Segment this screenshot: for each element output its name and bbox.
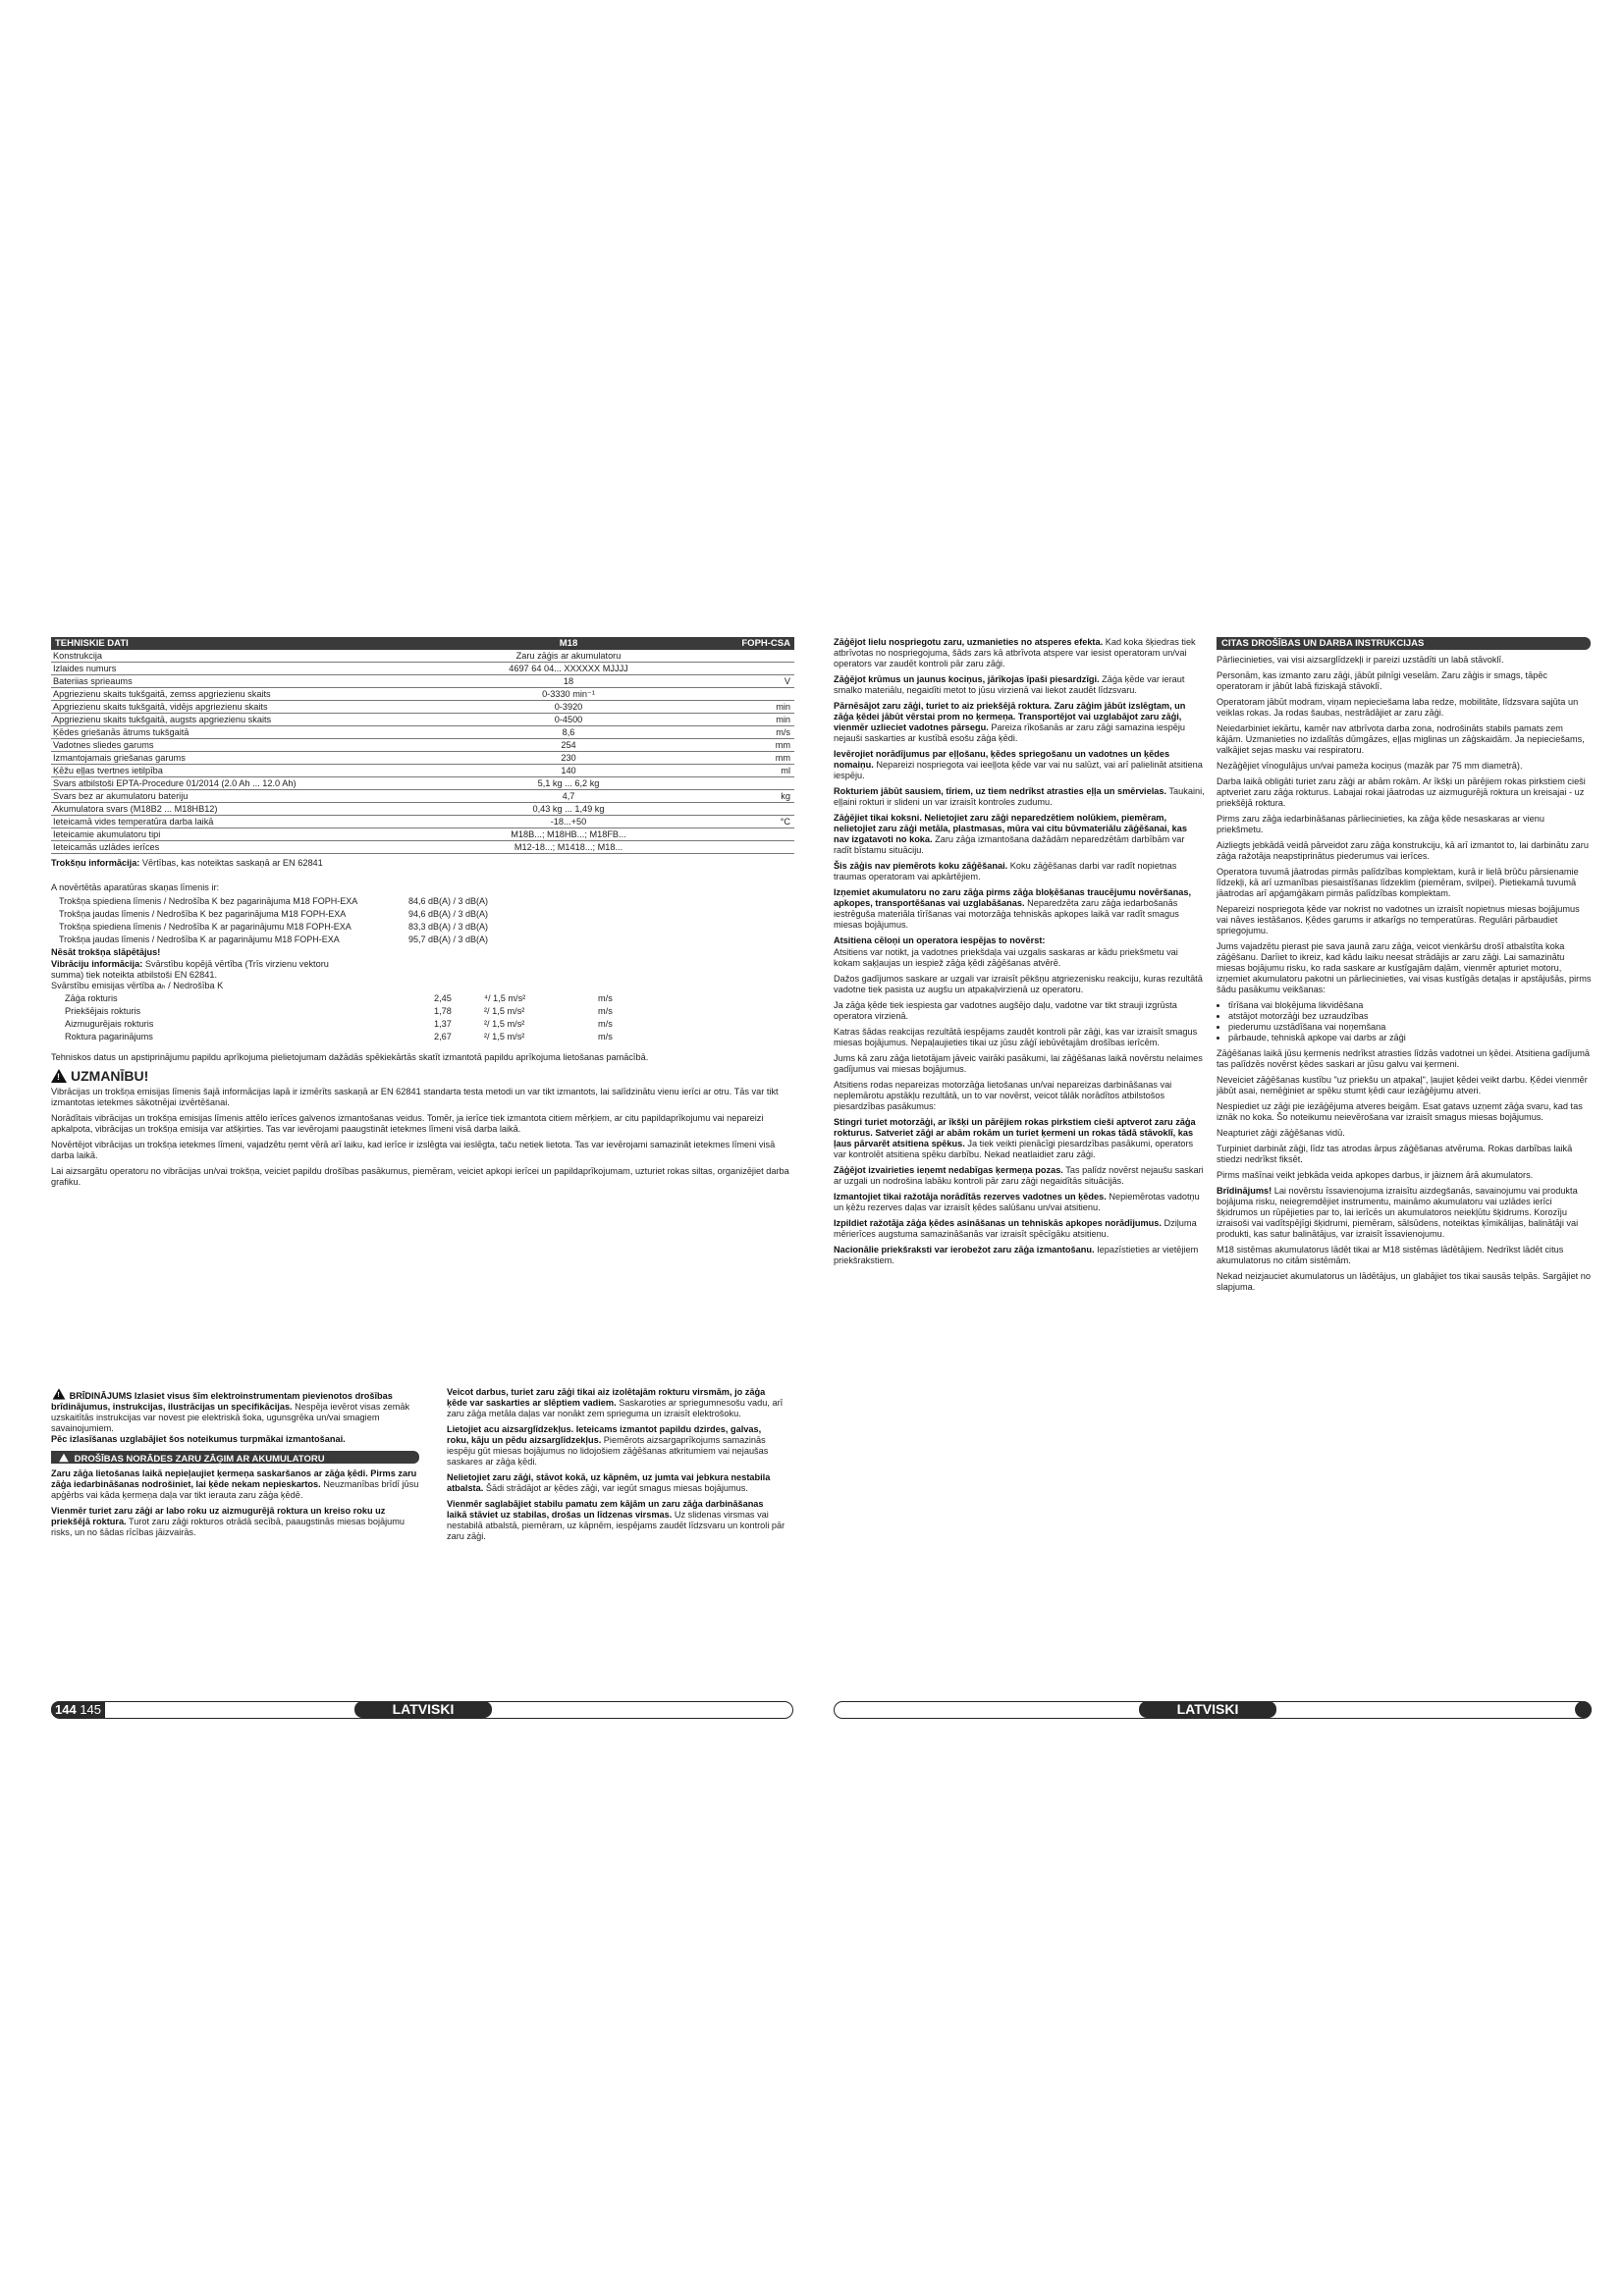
instruction-text: Dziļuma mērierīces augstuma samazināšanās var izraisīt spēcīgāku atsitienu. bbox=[834, 1218, 1197, 1239]
spec-unit: V bbox=[646, 675, 794, 688]
safety-paragraph: Ja zāģa ķēde tiek iespiesta gar vadotnes augšējo daļu, vadotne var tikt strauji izgrūsta operatora virzienā. bbox=[834, 1000, 1177, 1021]
caution-paragraph: Vibrācijas un trokšņa emisijas līmenis šajā informācijas lapā ir izmērīts saskaņā ar EN 62841 standarta testa metodi un var tikt izmantots, lai salīdzinātu vienu ierīci ar otru. Tās var tikt izmantotas ietekmes sākotnējai izvērtēšanai. bbox=[51, 1087, 779, 1107]
accessories-note: Tehniskos datus un apstiprinājumu papildu aprīkojuma pielietojumam dažādās spēkiekārtās skatīt izmantotā papildu aprīkojuma lietošanas pamācībā. bbox=[51, 1052, 649, 1062]
noise-value: 94,6 dB(A) / 3 dB(A) bbox=[408, 909, 489, 919]
safety-instruction bbox=[1217, 1186, 1592, 1240]
chainsaw-safety-title: DROŠĪBAS NORĀDES ZARU ZĀĢIM AR AKUMULATORU bbox=[74, 1454, 325, 1465]
warning-lead: BRĪDINĀJUMS bbox=[69, 1391, 133, 1401]
spec-value: 0-3920 bbox=[491, 701, 646, 714]
spec-value: 4,7 bbox=[491, 790, 646, 803]
noise-label: Trokšņa jaudas līmenis / Nedrošība K bez pagarinājuma M18 FOPH-EXA bbox=[59, 909, 347, 919]
vib-uncert: ²/ 1,5 m/s² bbox=[484, 1019, 525, 1029]
vib-value: 2,45 bbox=[434, 993, 452, 1003]
spec-value: 0-3330 min⁻¹ bbox=[491, 688, 646, 701]
general-warning bbox=[51, 1387, 422, 1445]
right-col-a-list bbox=[834, 637, 1205, 931]
noise-label: Trokšņa spiediena līmenis / Nedrošība K bez pagarinājuma M18 FOPH-EXA bbox=[59, 896, 358, 906]
noise-value: 95,7 dB(A) / 3 dB(A) bbox=[408, 934, 489, 944]
instruction-text: Ja tiek veikti pienācīgi piesardzības pasākumi, operators var kontrolēt atsitiena spēku darbību. Nekad neatlaidiet zaru zāģi. bbox=[834, 1139, 1194, 1159]
vib-unit: m/s bbox=[598, 1019, 613, 1029]
spec-label: Apgriezienu skaits tukšgaitā, vidējs apgriezienu skaits bbox=[51, 701, 491, 714]
spec-header-model: M18 bbox=[491, 637, 646, 650]
noise-value: 84,6 dB(A) / 3 dB(A) bbox=[408, 896, 489, 906]
warning-triangle-icon: ! bbox=[53, 1388, 66, 1399]
spec-row bbox=[51, 841, 794, 854]
language-label-right: LATVISKI bbox=[1139, 1701, 1276, 1718]
safety-instruction bbox=[51, 1506, 422, 1538]
spec-row bbox=[51, 675, 794, 688]
safety-instruction bbox=[834, 1245, 1205, 1266]
safety-paragraph: Jums vajadzētu pierast pie sava jaunā zaru zāģa, veicot vienkāršu drošī atbalstīta koka zāģēšanu. Darīiet to ikreiz, kad kādu laiku neesat strādājis ar zaru zāģi. Lai samazinātu miesas bojājumu risku, ko rada saskare ar kustīgajām daļām, vienmēr apturiet motoru, izņemiet akumulatoru pakotni un pārliecinieties, vai visas kustīgās detaļas ir apstājušās, pirms šādu pasākumu veikšanas: bbox=[1217, 941, 1592, 994]
spec-row bbox=[51, 714, 794, 726]
instruction-bold: Brīdinājums! bbox=[1217, 1186, 1272, 1196]
instruction-bold: Zāģējot krūmus un jaunus kociņus, jārīkojas īpaši piesardzīgi. bbox=[834, 674, 1100, 684]
language-label-left: LATVISKI bbox=[354, 1701, 492, 1718]
spec-label: Apgriezienu skaits tukšgaitā, zemss apgriezienu skaits bbox=[51, 688, 491, 701]
vib-uncert: ⁴/ 1,5 m/s² bbox=[484, 993, 526, 1003]
instruction-bold: Šis zāģis nav piemērots koku zāģēšanai. bbox=[834, 861, 1008, 871]
safety-paragraph: Dažos gadījumos saskare ar uzgali var izraisīt pēkšņu atgriezenisku reakciju, kuras rezultātā vadotne tiek pasista uz augšu un atpakaļvirzienā uz operatoru. bbox=[834, 974, 1203, 994]
vib-row bbox=[53, 1032, 638, 1042]
safety-paragraph: Operatoram jābūt modram, viņam nepieciešama laba redze, mobilitāte, līdzsvara sajūta un veiklas rokas. Ja rodas šaubas, nestrādājiet ar zaru zāģi. bbox=[1217, 697, 1579, 718]
noise-row bbox=[53, 909, 490, 920]
spec-label: Konstrukcija bbox=[51, 650, 491, 663]
caution-paragraph: Lai aizsargātu operatoru no vibrācijas un/vai trokšņa, veiciet papildu drošības pasākumus, piemēram, veiciet apkopi ierīcei un papildaprīkojumam, uzturiet rokas siltas, organizējiet darba grafiku. bbox=[51, 1166, 789, 1187]
noise-title-rest: Vērtības, kas noteiktas saskaņā ar EN 62841 bbox=[139, 858, 323, 868]
instruction-bold: Zaru zāģa lietošanas laikā nepieļaujiet ķermeņa saskaršanos ar zāģa ķēdi. Pirms zaru zāģa iedarbināšanas nodrošiniet, lai ķēde nekam nepieskartos. bbox=[51, 1468, 417, 1489]
safety-paragraph: Pārliecinieties, vai visi aizsarglīdzekļi ir pareizi uzstādīti un labā stāvoklī. bbox=[1217, 655, 1504, 665]
spec-label: Ķēdes griešanās ātrums tukšgaitā bbox=[51, 726, 491, 739]
page-number-145-wrap bbox=[77, 1702, 101, 1717]
instruction-bold: Nacionālie priekšraksti var ierobežot zaru zāģa izmantošanu. bbox=[834, 1245, 1095, 1255]
noise-intro: A novērtētās aparatūras skaņas līmenis ir: bbox=[51, 882, 220, 892]
spec-row bbox=[51, 701, 794, 714]
spec-value: 254 bbox=[491, 739, 646, 752]
vib-unit: m/s bbox=[598, 1032, 613, 1041]
spec-label: Apgriezienu skaits tukšgaitā, augsts apgriezienu skaits bbox=[51, 714, 491, 726]
warning-text: Izlasiet visus šīm elektroinstrumentam pievienotos drošības brīdinājumus, instrukcijas, ilustrācijas un specifikācijas. bbox=[51, 1391, 393, 1412]
safety-instruction bbox=[834, 887, 1205, 931]
safety-paragraph: Pirms zaru zāģa iedarbināšanas pārliecinieties, ka zāģa ķēde nesaskaras ar vienu priekšmetu. bbox=[1217, 814, 1544, 834]
safety-paragraph: Darba laikā obligāti turiet zaru zāģi ar abām rokām. Ar īkšķi un pārējiem rokas pirkstiem cieši aptveriet zaru zāģa rokturus. Labajai rokai jāatrodas uz aizmugurējā roktura un kreisajai - uz priekšējā roktura. bbox=[1217, 776, 1586, 808]
vib-row bbox=[53, 1019, 638, 1030]
safety-paragraph: Neapturiet zāģi zāģēšanas vidū. bbox=[1217, 1128, 1345, 1138]
instruction-bold: Lietojiet acu aizsarglīdzekļus. Ieteicams izmantot papildu dzirdes, galvas, roku, kāju un pēdu aizsarglīdzekļus. bbox=[447, 1424, 762, 1445]
safety-paragraph: Nepareizi nospriegota ķēde var nokrist no vadotnes un izraisīt nopietnus miesas bojājumus vai nāves iestāšanos. Ķēdes garums ir atkarīgs no temperatūras. Regulāri pārbaudiet spriegojumu. bbox=[1217, 904, 1580, 935]
vib-intro bbox=[51, 959, 346, 981]
instruction-text: Nepiemērotas vadotņu un ķēžu rezerves daļas var izraisīt ķēdes salūšanu un/vai atsitienu. bbox=[834, 1192, 1200, 1212]
spec-unit bbox=[646, 828, 794, 841]
caution-heading bbox=[51, 1069, 794, 1083]
instruction-bold: Rokturiem jābūt sausiem, tīriem, uz tiem nedrīkst atrasties eļļa un smērvielas. bbox=[834, 786, 1167, 796]
instruction-text: Iepazīstieties ar vietējiem priekšrakstiem. bbox=[834, 1245, 1199, 1265]
vib-label: Zāģa rokturis bbox=[65, 993, 118, 1003]
safety-instruction bbox=[834, 813, 1205, 856]
spec-row bbox=[51, 803, 794, 816]
safety-paragraph: Atsitiens rodas nepareizas motorzāģa lietošanas un/vai nepareizas darbināšanas vai neplemārotu apstākļu rezultātā, un to var novērst, veicot tālāk norādītos atbilstošos piesardzības pasākumus: bbox=[834, 1080, 1172, 1111]
safety-instruction bbox=[834, 1218, 1205, 1240]
page-number-145: 145 bbox=[80, 1702, 102, 1717]
safety-paragraph: Neveiciet zāģēšanas kustību "uz priekšu un atpakaļ", ļaujiet ķēdei veikt darbu. Ķēdei vienmēr jābūt asai, nemēģiniet ar spēku stumt ķēdi caur iezāģējumu atveri. bbox=[1217, 1075, 1588, 1095]
noise-label: Trokšņa jaudas līmenis / Nedrošība K ar pagarinājumu M18 FOPH-EXA bbox=[59, 934, 340, 944]
other-safety-heading: CITAS DROŠĪBAS UN DARBA INSTRUKCIJAS bbox=[1217, 637, 1591, 650]
safety-paragraph: Nezāģējiet vīnogulājus un/vai pameža kociņus (mazāk par 75 mm diametrā). bbox=[1217, 761, 1523, 771]
kickback-heading bbox=[834, 935, 1205, 946]
chainsaw-safety-heading bbox=[51, 1451, 419, 1464]
vib-sub: Svārstību emisijas vērtība aₕ / Nedrošība K bbox=[51, 981, 224, 990]
safety-paragraph: M18 sistēmas akumulatorus lādēt tikai ar M18 sistēmas lādētājiem. Nedrīkst lādēt citus akumulatorus no citām sistēmām. bbox=[1217, 1245, 1564, 1265]
instruction-bold: Zāģējot izvairieties ieņemt nedabīgas ķermeņa pozas. bbox=[834, 1165, 1063, 1175]
spec-unit: kg bbox=[646, 790, 794, 803]
instruction-text: Koku zāģēšanas darbi var radīt nopietnas traumas operatoram vai apkārtējiem. bbox=[834, 861, 1177, 881]
instruction-text: Saskaroties ar spriegumnesošu vadu, arī zaru zāģa metāla daļas var nonākt zem sprieguma un izraisīt elektrošoku. bbox=[447, 1398, 784, 1418]
safety-paragraph: Aizliegts jebkādā veidā pārveidot zaru zāģa konstrukciju, kā arī izmantot to, lai darbinātu zaru zāģa ražotāja neapstiprinātus piederumus vai ierīces. bbox=[1217, 840, 1589, 861]
instruction-bold: Nelietojiet zaru zāģi, stāvot kokā, uz kāpnēm, uz jumta vai jebkura nestabila atbalsta. bbox=[447, 1472, 771, 1493]
instruction-bold: Zāģējot lielu nospriegotu zaru, uzmanieties no atsperes efekta. bbox=[834, 637, 1104, 647]
right-col-a2-list bbox=[834, 947, 1205, 1112]
vib-unit: m/s bbox=[598, 993, 613, 1003]
right-col-a3-list bbox=[834, 1117, 1205, 1266]
spec-value: -18...+50 bbox=[491, 816, 646, 828]
spec-value: 0-4500 bbox=[491, 714, 646, 726]
vib-label: Priekšējais rokturis bbox=[65, 1006, 141, 1016]
vib-label: Roktura pagarinājums bbox=[65, 1032, 153, 1041]
safety-paragraph: Operatora tuvumā jāatrodas pirmās palīdzības komplektam, kurā ir lielā brūču pārsienamie līdzekļi, kā arī uzmanības piesaistīšanas līdzeklim (piemēram, svilpei). Pietiekamā tuvumā jāatrodas arī apģamģākam pirmās palīdzības komplektam. bbox=[1217, 867, 1579, 898]
safety-paragraph: Personām, kas izmanto zaru zāģi, jābūt pilnīgi veselām. Zaru zāģis ir smags, tāpēc operatoram ir jābūt labā fiziskajā stāvoklī. bbox=[1217, 670, 1548, 691]
right-page bbox=[812, 0, 1624, 2296]
spec-unit: m/s bbox=[646, 726, 794, 739]
caution-body bbox=[51, 1087, 794, 1188]
instruction-text: Zaru zāģa izmantošana dažādām neparedzētām darbībām var radīt bīstamu situāciju. bbox=[834, 834, 1185, 855]
safety-paragraph: Nekad neizjauciet akumulatorus un lādētājus, un glabājiet tos tikai sausās telpās. Sargājiet no slapjuma. bbox=[1217, 1271, 1591, 1292]
instruction-bold: Veicot darbus, turiet zaru zāģi tikai aiz izolētajām rokturu virsmām, jo zāģa ķēde var saskarties ar slēptiem vadiem. bbox=[447, 1387, 766, 1408]
noise-wear-text: Nēsāt trokšņa slāpētājus! bbox=[51, 947, 161, 957]
spec-label: Svars atbilstoši EPTA-Procedure 01/2014 (2.0 Ah ... 12.0 Ah) bbox=[51, 777, 491, 790]
spec-value: 5,1 kg ... 6,2 kg bbox=[491, 777, 646, 790]
instruction-text: Tas palīdz novērst nejaušu saskari ar uzgali un nodrošina labāku kontroli pār zaru zāģi negaidītās situācijās. bbox=[834, 1165, 1204, 1186]
spec-value: 230 bbox=[491, 752, 646, 765]
instruction-text: Piemērots aizsargaprīkojums samazinās iespēju gūt miesas bojājumus no lidojošiem zāģēšanas atkritumiem vai nejaušas saskares ar zāģa ķēdi. bbox=[447, 1435, 769, 1467]
caution-paragraph: Novērtējot vibrācijas un trokšņa ietekmes līmeni, vajadzētu ņemt vērā arī laiku, kad ierīce ir izslēgta vai ieslēgta, taču netiek lietota. Tas var ievērojami samazināt ietekmes līmeni visā darba laikā. bbox=[51, 1140, 776, 1160]
safety-paragraph: Jums kā zaru zāģa lietotājam jāveic vairāki pasākumi, lai zāģēšanas laikā novērstu nelaimes gadījumus vai miesas bojājumus. bbox=[834, 1053, 1203, 1074]
safety-instruction bbox=[447, 1499, 785, 1542]
caution-title: UZMANĪBU! bbox=[71, 1067, 149, 1084]
spec-unit: ml bbox=[646, 765, 794, 777]
instruction-text: Lai novērstu īssavienojuma izraisītu aizdegšanās, savainojumu vai produkta bojājuma risku, neiegremdējiet instrumentu, maināmo akumulatoru vai uzlādes ierīci šķidrumos un rūpējieties par to, lai ierīcēs un akumulatoros neiekļūtu šķidrums. Korozīju izraisoši vai vadītspējīgi šķidrumi, piemēram, sālsūdens, noteiktas ķīmikālijas, balinātāji vai produkti, kas satur balinātājus, var izraisīt īssavienojumu. bbox=[1217, 1186, 1579, 1239]
bullet-item: • piederumu uzstādīšana vai noņemšana bbox=[1228, 1022, 1592, 1033]
noise-value: 83,3 dB(A) / 3 dB(A) bbox=[408, 922, 489, 932]
spec-unit bbox=[646, 663, 794, 675]
vib-row bbox=[53, 1006, 638, 1017]
right-subcol-b bbox=[1217, 637, 1592, 1298]
noise-row bbox=[53, 934, 490, 945]
vib-uncert: ²/ 1,5 m/s² bbox=[484, 1032, 525, 1041]
spec-row bbox=[51, 726, 794, 739]
spec-row bbox=[51, 828, 794, 841]
instruction-text: Pareiza rīkošanās ar zaru zāģi samazina iespēju nejauši saskarties ar kustībā esošu zāģa ķēdi. bbox=[834, 722, 1185, 743]
safety-instruction bbox=[834, 1117, 1205, 1160]
spec-header-title: TEHNISKIE DATI bbox=[51, 637, 491, 650]
instruction-text: Neparedzēta zaru zāģa iedarbošanās iestrēguša materiāla tīrīšanas vai motorzāģa tehniskās apkopes laikā var radīt smagus miesas bojājumus. bbox=[834, 898, 1179, 930]
vib-intro-rest: Svārstību kopējā vērtība (Trīs virzienu vektoru summa) tiek noteikta atbilstoši EN 62841. bbox=[51, 959, 329, 980]
vib-uncert: ²/ 1,5 m/s² bbox=[484, 1006, 525, 1016]
instruction-text: Nepareizi nospriegota vai ieeļļota ķēde var vai nu salūzt, vai arī palielināt atsitiena iespēju. bbox=[834, 760, 1203, 780]
bullet-item: • atstājot motorzāģi bez uzraudzības bbox=[1228, 1011, 1592, 1022]
instruction-bold: Izpildiet ražotāja zāģa ķēdes asināšanas un tehniskās apkopes norādījumus. bbox=[834, 1218, 1162, 1228]
spec-label: Ieteicamie akumulatoru tipi bbox=[51, 828, 491, 841]
spec-unit: mm bbox=[646, 752, 794, 765]
right-col-b-bullets bbox=[1217, 1000, 1592, 1043]
spec-label: Bateriias sprieaums bbox=[51, 675, 491, 688]
left-footer-bar bbox=[51, 1701, 793, 1719]
spec-label: Izmantojamais griešanas garums bbox=[51, 752, 491, 765]
safety-instruction bbox=[834, 861, 1205, 882]
spec-unit: min bbox=[646, 714, 794, 726]
instruction-bold: Zāģējiet tikai koksni. Nelietojiet zaru zāģi neparedzētiem nolūkiem, piemēram, nelietojiet zaru zāģi metāla, plastmasas, mūra vai citu būvmateriālu zāģēšanai, kas nav izgatavoti no koka. bbox=[834, 813, 1187, 844]
vib-label: Aizmugurējais rokturis bbox=[65, 1019, 154, 1029]
spec-row bbox=[51, 777, 794, 790]
safety-paragraph: Turpiniet darbināt zāģi, līdz tas atrodas ārpus zāģēšanas atvēruma. Rokas darbības laikā stiedzi nedrīkst fiksēt. bbox=[1217, 1144, 1573, 1164]
vib-title: Vibrāciju informācija: bbox=[51, 959, 143, 969]
spec-label: Svars bez ar akumulatoru bateriju bbox=[51, 790, 491, 803]
instruction-bold: Stingri turiet motorzāģi, ar īkšķi un pārējiem rokas pirkstiem cieši aptverot zaru zāģa rokturus. Satveriet zāģi ar abām rokām un turiet ķermeni un rokas tādā stāvoklī, kas ļaus pārvarēt atsitiena spēkus. bbox=[834, 1117, 1196, 1148]
spec-unit: °C bbox=[646, 816, 794, 828]
safety-instruction bbox=[834, 637, 1205, 669]
right-col-b2-list bbox=[1217, 1048, 1592, 1181]
safety-paragraph: Atsitiens var notikt, ja vadotnes priekšdaļa vai uzgalis saskaras ar kādu priekšmetu vai kokam saķļaujas un iespiež zāģa ķēdi zāģēšanas atvērē. bbox=[834, 947, 1178, 968]
warning-keep: Pēc izlasīšanas uzglabājiet šos noteikumus turpmākai izmantošanai. bbox=[51, 1434, 346, 1444]
safety-instruction bbox=[447, 1424, 785, 1468]
warning-text2: Nespēja ievērot visas zemāk uzskaitītās instrukcijas var novest pie elektriskā šoka, ugunsgrēka un/vai smagiem savainojumiem. bbox=[51, 1402, 410, 1433]
spec-label: Akumulatora svars (M18B2 ... M18HB12) bbox=[51, 803, 491, 816]
spec-table-header bbox=[51, 637, 794, 650]
instruction-text: Taukaini, eļļaini rokturi ir slideni un var izraisīt kontroles zudumu. bbox=[834, 786, 1205, 807]
spec-row bbox=[51, 663, 794, 675]
bullet-item: • tīrīšana vai bloķējuma likvidēšana bbox=[1228, 1000, 1592, 1011]
spec-unit bbox=[646, 650, 794, 663]
spec-row bbox=[51, 739, 794, 752]
noise-row bbox=[53, 922, 490, 933]
instruction-text: Zāģa ķēde var ieraut smalko materiālu, negaidīti metot to jūsu virzienā vai liekot zaudēt līdzsvaru. bbox=[834, 674, 1185, 695]
safety-instruction bbox=[834, 1192, 1205, 1213]
warning-triangle-icon: ! bbox=[51, 1069, 67, 1083]
caution-paragraph: Norādītais vibrācijas un trokšņa emisijas līmenis attēlo ierīces galvenos izmantošanas veidus. Tomēr, ja ierīce tiek izmantota citiem mērķiem, ar citu papildaprīkojumu vai nepareizi apkalpota, vibrācijas un trokšņa emisija var atšķirties. Tas var ievērojami paaugstināt ietekmes līmeni visā darba laikā. bbox=[51, 1113, 764, 1134]
spec-value: 0,43 kg ... 1,49 kg bbox=[491, 803, 646, 816]
right-subcol-a bbox=[834, 637, 1205, 1271]
spec-value: 140 bbox=[491, 765, 646, 777]
spec-row bbox=[51, 752, 794, 765]
spec-value: 8,6 bbox=[491, 726, 646, 739]
safety-instruction bbox=[834, 1165, 1205, 1187]
safety-instruction bbox=[834, 674, 1205, 696]
instruction-bold: Ievērojiet norādījumus par eļļošanu, ķēdes spriegošanu un vadotnes un ķēdes nomaiņu. bbox=[834, 749, 1170, 770]
spec-unit bbox=[646, 841, 794, 854]
instruction-text: Kad koka šķiedras tiek atbrīvotas no nospriegojuma, šāds zars kā atbrīvota atspere var iesist operatoram un/vai operators var zaudēt kontroli pār zaru zāģi. bbox=[834, 637, 1196, 668]
vib-value: 2,67 bbox=[434, 1032, 452, 1041]
right-col-b-list bbox=[1217, 655, 1592, 995]
left-subcol-b bbox=[447, 1387, 785, 1547]
kickback-title: Atsitiena cēloņi un operatora iespējas to novērst: bbox=[834, 935, 1046, 945]
left-page-number bbox=[51, 1701, 105, 1718]
noise-heading bbox=[51, 858, 794, 869]
vib-row bbox=[53, 993, 638, 1004]
right-footer-bar bbox=[834, 1701, 1592, 1719]
spec-row bbox=[51, 765, 794, 777]
safety-paragraph: Nespiediet uz zāģi pie iezāģējuma atveres beigām. Esat gatavs uzņemt zāģa svaru, kad tas iznāk no koka. Šo noteikumu neievērošana var izraisīt smagus miesas bojājumus. bbox=[1217, 1101, 1583, 1122]
noise-title: Trokšņu informācija: bbox=[51, 858, 140, 868]
safety-paragraph: Pirms mašīnai veikt jebkāda veida apkopes darbus, ir jāiznem ārā akumulators. bbox=[1217, 1170, 1534, 1180]
spec-value: M12-18...; M1418...; M18... bbox=[491, 841, 646, 854]
safety-instruction bbox=[834, 749, 1205, 781]
safety-instruction bbox=[447, 1472, 785, 1494]
safety-instruction bbox=[834, 786, 1205, 808]
spec-value: 18 bbox=[491, 675, 646, 688]
spec-row bbox=[51, 688, 794, 701]
spec-row bbox=[51, 790, 794, 803]
spec-value: 4697 64 04... XXXXXX MJJJJ bbox=[491, 663, 646, 675]
noise-wear bbox=[51, 947, 794, 958]
spec-table bbox=[51, 637, 794, 854]
safety-instruction bbox=[447, 1387, 785, 1419]
left-col-a-list bbox=[51, 1468, 422, 1538]
noise-table bbox=[51, 894, 492, 947]
instruction-bold: Pārnēsājot zaru zāģi, turiet to aiz priekšējā roktura. Zaru zāģim jābūt izslēgtam, un zāģa ķēdei jābūt vērstai prom no ķermeņa. Transportējot vai uzglabājot zaru zāģi, vienmēr uzlieciet vadotnes pārsegu. bbox=[834, 701, 1186, 732]
spec-row bbox=[51, 816, 794, 828]
spec-unit bbox=[646, 803, 794, 816]
vib-table bbox=[51, 991, 640, 1044]
instruction-bold: Izņemiet akumulatoru no zaru zāģa pirms zāģa bloķēšanas traucējumu novēršanas, apkopes, transportēšanas vai uzglabāšanas. bbox=[834, 887, 1192, 908]
safety-paragraph: Neiedarbiniet iekārtu, kamēr nav atbrīvota darba zona, nodrošināts stabils pamats zem kājām. Uzmanieties no izdalītās dūmgāzes, eļļas miglinas un zāģskaidām. Ja nepieciešams, valkājiet sejas masku vai respiratoru. bbox=[1217, 723, 1585, 755]
spec-header-variant: FOPH-CSA bbox=[646, 637, 794, 650]
spec-unit bbox=[646, 688, 794, 701]
spec-unit bbox=[646, 777, 794, 790]
safety-instruction bbox=[834, 701, 1205, 744]
right-col-b4-list bbox=[1217, 1245, 1592, 1293]
instruction-text: Neuzmanības brīdī jūsu apģērbs vai kāda ķermeņa daļa var tikt ierauta zaru zāģa ķēdē. bbox=[51, 1479, 419, 1500]
spec-label: Ieteicamās uzlādes ierīces bbox=[51, 841, 491, 854]
spec-unit: min bbox=[646, 701, 794, 714]
instruction-text: Šādi strādājot ar ķēdes zāģi, var iegūt smagus miesas bojājumus. bbox=[483, 1483, 748, 1493]
right-col-b3-list bbox=[1217, 1186, 1592, 1240]
instruction-bold: Vienmēr turiet zaru zāģi ar labo roku uz aizmugurējā roktura un kreiso roku uz priekšējā roktura. bbox=[51, 1506, 386, 1526]
safety-paragraph: Zāģēšanas laikā jūsu ķermenis nedrīkst atrasties līdzās vadotnei un ķēdei. Atsitiena gadījumā tas palīdzēs novērst ķēdes saskari ar jūsu galvu vai ķermeni. bbox=[1217, 1048, 1590, 1069]
instruction-text: Turot zaru zāģi rokturos otrādā secībā, paaugstinās miesas bojājumu risks, un no šādas rīcības jāizvairās. bbox=[51, 1517, 406, 1537]
spec-row bbox=[51, 650, 794, 663]
spec-unit: mm bbox=[646, 739, 794, 752]
spec-value: Zaru zāģis ar akumulatoru bbox=[491, 650, 646, 663]
left-col-b-list bbox=[447, 1387, 785, 1542]
bullet-item: • pārbaude, tehniskā apkope vai darbs ar zāģi bbox=[1228, 1033, 1592, 1043]
safety-instruction bbox=[51, 1468, 422, 1501]
spec-label: Ieteicamā vides temperatūra darba laikā bbox=[51, 816, 491, 828]
vib-value: 1,78 bbox=[434, 1006, 452, 1016]
spec-label: Izlaides numurs bbox=[51, 663, 491, 675]
vib-value: 1,37 bbox=[434, 1019, 452, 1029]
safety-paragraph: Katras šādas reakcijas rezultātā iespējams zaudēt kontroli pār zāģi, kas var izraisīt smagus miesas bojājumus. Nepaļaujieties tikai uz jūsu zāģī iebūvētajām drošības ierīcēm. bbox=[834, 1027, 1198, 1047]
noise-label: Trokšņa spiediena līmenis / Nedrošība K ar pagarinājumu M18 FOPH-EXA bbox=[59, 922, 352, 932]
page-number-144: 144 bbox=[55, 1702, 77, 1717]
spec-section bbox=[51, 637, 794, 1193]
instruction-bold: Izmantojiet tikai ražotāja norādītās rezerves vadotnes un ķēdes. bbox=[834, 1192, 1107, 1201]
warning-triangle-icon bbox=[59, 1454, 69, 1462]
spec-label: Ķēžu eļļas tvertnes ietilpība bbox=[51, 765, 491, 777]
vib-unit: m/s bbox=[598, 1006, 613, 1016]
instruction-text: Uz slidenas virsmas vai nestabilā atbalstā, piemēram, uz kāpnēm, iespējams zaudēt līdzsvaru un kontroli pār zaru zāģi. bbox=[447, 1510, 785, 1541]
spec-label: Vadotnes sliedes garums bbox=[51, 739, 491, 752]
noise-row bbox=[53, 896, 490, 907]
instruction-bold: Vienmēr saglabājiet stabilu pamatu zem kājām un zaru zāģa darbināšanas laikā stāviet uz stabilas, drošas un līdzenas virsmas. bbox=[447, 1499, 764, 1520]
footer-dot bbox=[1575, 1701, 1592, 1718]
left-subcol-a bbox=[51, 1387, 422, 1543]
spec-value: M18B...; M18HB...; M18FB... bbox=[491, 828, 646, 841]
